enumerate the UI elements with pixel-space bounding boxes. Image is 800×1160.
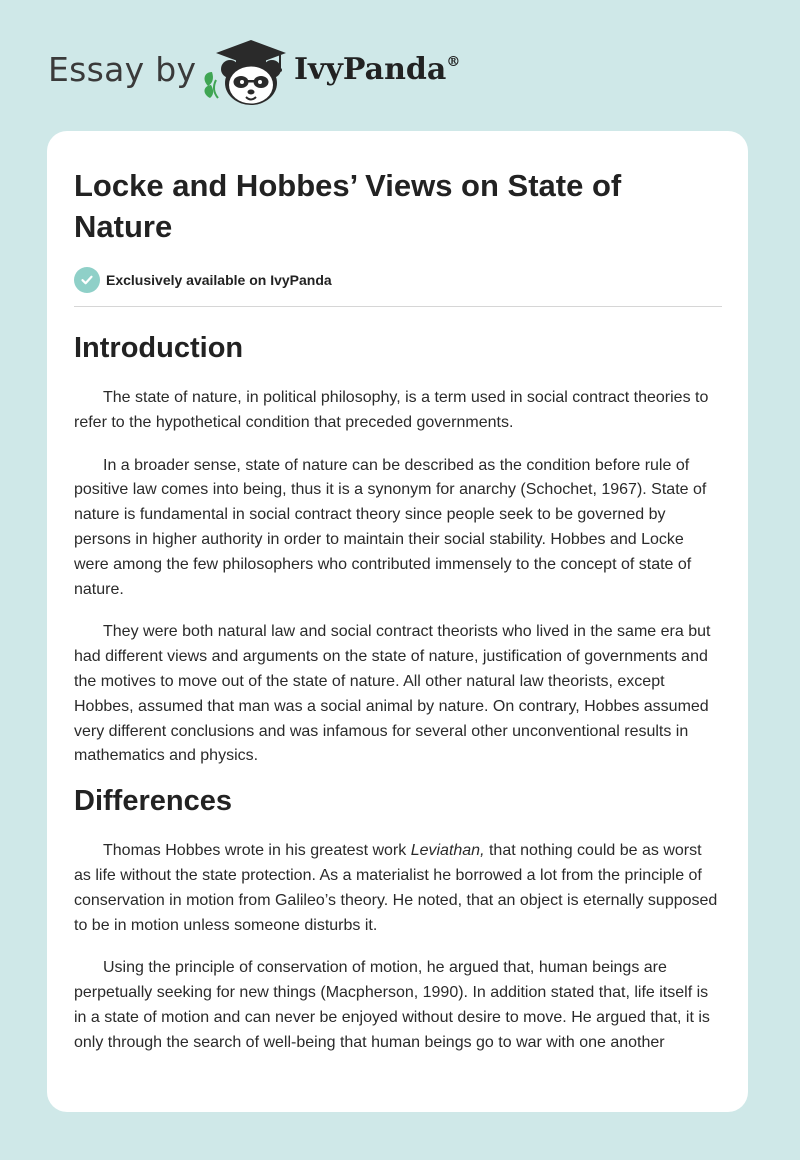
essay-title: Locke and Hobbes’ Views on State of Nature — [74, 168, 622, 244]
paragraph-text: Thomas Hobbes wrote in his greatest work — [103, 842, 411, 860]
exclusive-badge-text: Exclusively available on IvyPanda — [106, 272, 332, 288]
brand-name[interactable] — [294, 52, 460, 87]
ivypanda-logo-icon[interactable] — [200, 36, 288, 108]
site-header — [48, 36, 568, 108]
essay-content — [74, 131, 722, 1056]
paragraph: The state of nature, in political philosophy, is a term used in social contract theories to refer to the hypothetical condition that preceded governments. — [74, 389, 709, 431]
paragraph: They were both natural law and social contract theorists who lived in the same era but had different views and arguments on the state of nature, justification of governments and the motives to move out of the state of nature. All other natural law theorists, except Hobbes, assumed that man was a social animal by nature. On contrary, Hobbes assumed very different conclusions and was infamous for several other unconventional results in mathematics and physics. — [74, 623, 711, 765]
checkmark-icon — [74, 267, 100, 293]
brand-name-text: IvyPanda — [294, 52, 447, 87]
paragraph — [74, 839, 722, 938]
section-heading-differences: Differences — [74, 785, 232, 818]
paragraph-text: that nothing could be as worst as life without the state protection. As a materialist he borrowed a lot from the principle of conservation in motion from Galileo’s theory. He noted, that an object is eternally supposed to be in motion unless someone disturbs it. — [74, 842, 718, 934]
paragraph: Using the principle of conservation of motion, he argued that, human beings are perpetually seeking for new things (Macpherson, 1990). In addition stated that, life itself is in a state of motion and can never be enjoyed without desire to move. He argued that, it is only through the search of well-being that human beings go to war with one another — [74, 959, 710, 1051]
essay-by-label: Essay by — [48, 50, 197, 89]
section-heading-introduction: Introduction — [74, 332, 244, 364]
title-divider — [74, 306, 722, 307]
work-title-leviathan: Leviathan, — [410, 842, 485, 860]
essay-card — [47, 131, 748, 1112]
paragraph: In a broader sense, state of nature can be described as the condition before rule of positive law comes into being, thus it is a synonym for anarchy (Schochet, 1967). State of nature is fundamental in social contract theory since people seek to be governed by persons in higher authority in order to maintain their social stability. Hobbes and Locke were among the few philosophers who contributed immensely to the concept of state of nature. — [74, 456, 707, 598]
exclusive-badge — [74, 267, 722, 293]
registered-mark: ® — [446, 54, 461, 70]
